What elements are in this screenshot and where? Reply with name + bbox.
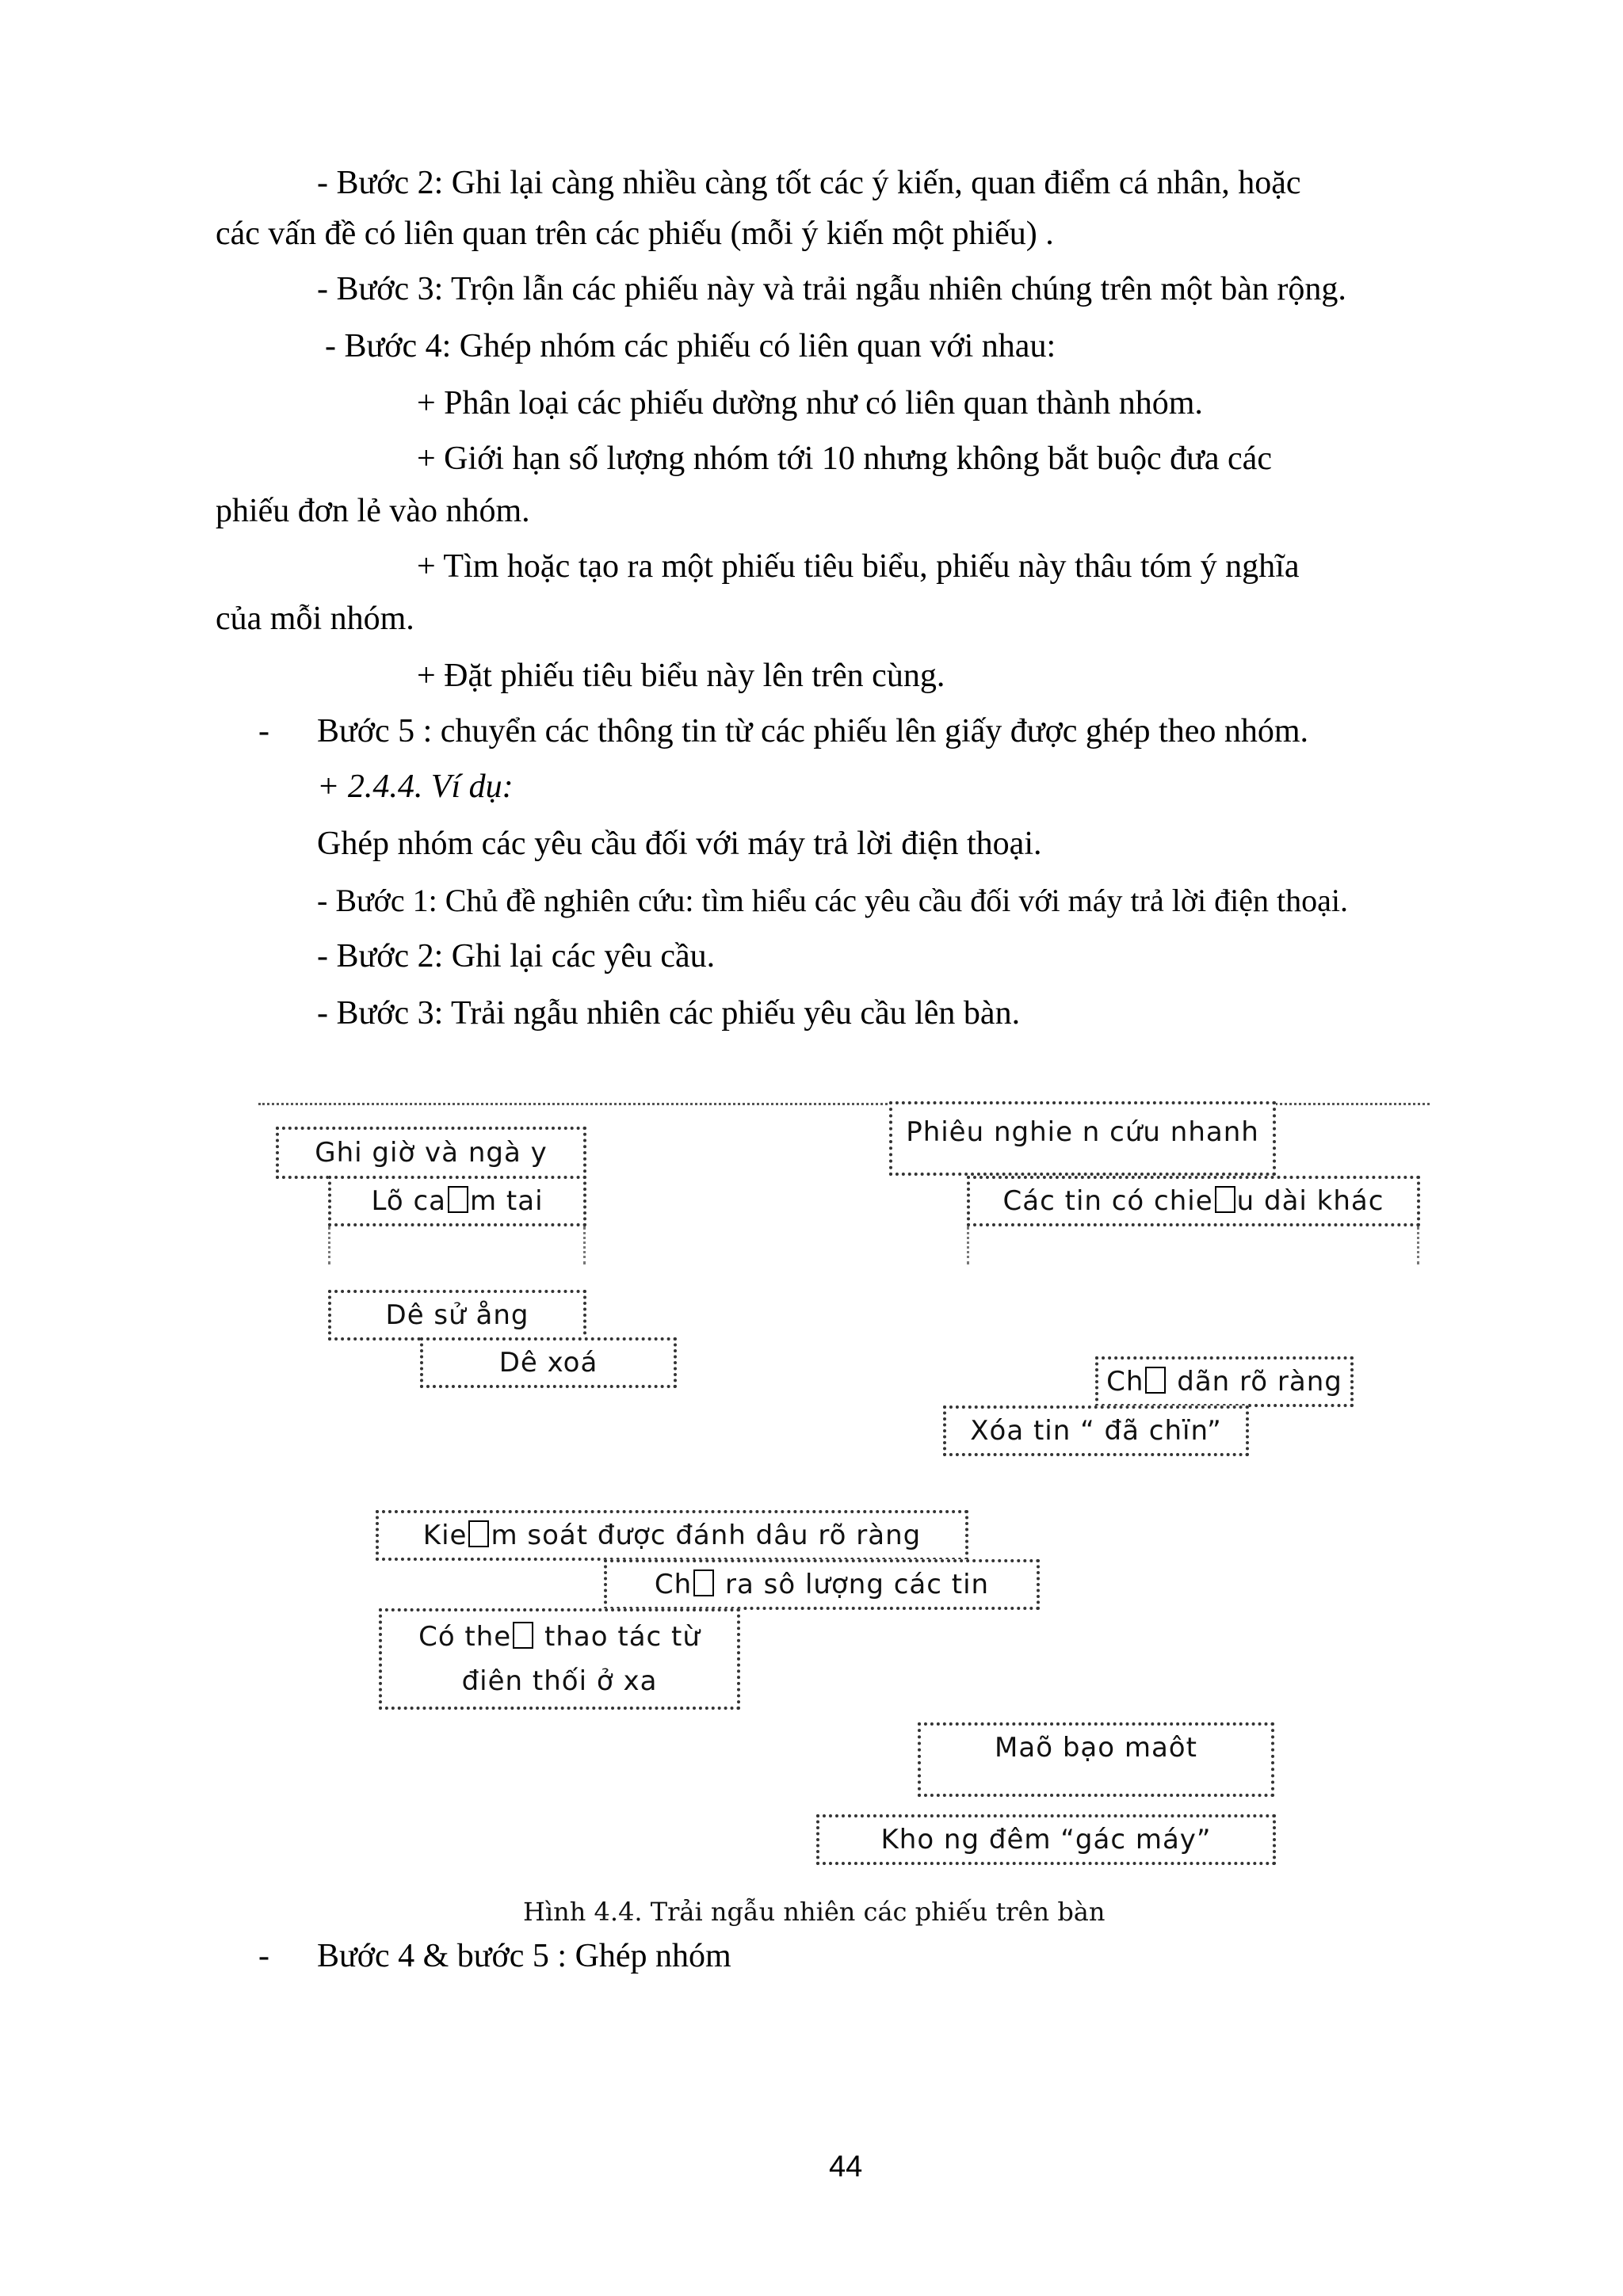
missing-glyph-icon [1215, 1186, 1235, 1213]
card-remote-operation [379, 1608, 740, 1710]
card-message-length-label: Các tin có chie u dài khác [1002, 1185, 1384, 1217]
card-clear-guide-label: Ch dãn rõ ràng [1106, 1366, 1342, 1398]
paragraph-step4-5: Bước 4 & bước 5 : Ghép nhóm [317, 1938, 731, 1974]
card-easy-use [328, 1290, 586, 1341]
paragraph-step2-line1: - Bước 2: Ghi lại càng nhiều càng tốt các ý kiến, quan điểm cá nhân, hoặc [317, 165, 1301, 201]
card-hangup-count [816, 1814, 1276, 1865]
card-delete-selected [943, 1405, 1249, 1456]
card-delete-selected-label: Xóa tin “ đã chïn” [970, 1415, 1222, 1447]
card-message-count [604, 1559, 1040, 1610]
bullet-dash: - [258, 1938, 269, 1974]
card-quick-survey-label: Phiêu nghie n cứu nhanh [906, 1116, 1259, 1148]
card-hangup-count-label: Kho ng đêm “gác máy” [880, 1824, 1212, 1855]
card-easy-delete [420, 1337, 677, 1388]
paragraph-example-intro: Ghép nhóm các yêu cầu đối với máy trả lời điện thoại. [317, 826, 1042, 862]
figure-caption: Hình 4.4. Trải ngẫu nhiên các phiếu trên bàn [523, 1897, 1106, 1927]
card-clear-guide [1095, 1356, 1354, 1407]
paragraph-step4-item3-line2: của mỗi nhóm. [216, 601, 414, 637]
card-edge-dots [1417, 1226, 1419, 1264]
card-edge-dots [583, 1226, 586, 1264]
card-earpiece [328, 1176, 586, 1226]
paragraph-step4-item2-line1: + Giới hạn số lượng nhóm tới 10 nhưng không bắt buộc đưa các [417, 441, 1272, 477]
paragraph-step4-item2-line2: phiếu đơn lẻ vào nhóm. [216, 493, 530, 529]
card-remote-operation-line2: điên thối ở xa [461, 1665, 658, 1697]
card-easy-use-label: Dê sử ång [385, 1299, 529, 1331]
missing-glyph-icon [448, 1186, 468, 1213]
paragraph-step3: - Bước 3: Trộn lẫn các phiếu này và trải ngẫu nhiên chúng trên một bàn rộng. [317, 271, 1346, 307]
card-message-length [967, 1176, 1420, 1226]
bullet-dash: - [258, 713, 269, 749]
paragraph-step4: - Bước 4: Ghép nhóm các phiếu có liên quan với nhau: [325, 328, 1056, 364]
card-time-date-label: Ghi giờ và ngà y [315, 1137, 548, 1169]
paragraph-step5: Bước 5 : chuyển các thông tin từ các phiếu lên giấy được ghép theo nhóm. [317, 713, 1309, 749]
page-number: 44 [829, 2150, 863, 2183]
card-security-label: Maõ bạo maôt [995, 1732, 1197, 1764]
missing-glyph-icon [468, 1520, 489, 1547]
card-earpiece-label: Lõ ca m tai [371, 1185, 544, 1217]
card-quick-survey [889, 1101, 1276, 1176]
paragraph-example-step2: - Bước 2: Ghi lại các yêu cầu. [317, 938, 716, 974]
card-clear-marking [376, 1510, 968, 1561]
missing-glyph-icon [513, 1622, 533, 1649]
paragraph-step2-line2: các vấn đề có liên quan trên các phiếu (mỗi ý kiến một phiếu) . [216, 215, 1054, 252]
card-remote-operation-line1: Có the thao tác từ [418, 1621, 701, 1653]
section-heading-example: + 2.4.4. Ví dụ: [317, 769, 514, 805]
paragraph-example-step3: - Bước 3: Trải ngẫu nhiên các phiếu yêu cầu lên bàn. [317, 995, 1021, 1032]
paragraph-step4-item1: + Phân loại các phiếu dường như có liên quan thành nhóm. [417, 385, 1203, 421]
card-edge-dots [967, 1226, 969, 1264]
card-time-date [276, 1127, 586, 1179]
card-easy-delete-label: Dê xoá [498, 1347, 598, 1379]
paragraph-example-step1: - Bước 1: Chủ đề nghiên cứu: tìm hiểu các yêu cầu đối với máy trả lời điện thoại. [317, 883, 1348, 918]
card-security [918, 1722, 1274, 1797]
paragraph-step4-item3-line1: + Tìm hoặc tạo ra một phiếu tiêu biểu, phiếu này thâu tóm ý nghĩa [417, 548, 1300, 585]
missing-glyph-icon [1145, 1367, 1166, 1394]
missing-glyph-icon [693, 1569, 714, 1596]
card-message-count-label: Ch ra sô lượng các tin [654, 1569, 990, 1600]
card-edge-dots [328, 1226, 330, 1264]
card-clear-marking-label: Kie m soát được đánh dâu rõ ràng [422, 1520, 922, 1551]
paragraph-step4-item4: + Đặt phiếu tiêu biểu này lên trên cùng. [417, 658, 945, 694]
